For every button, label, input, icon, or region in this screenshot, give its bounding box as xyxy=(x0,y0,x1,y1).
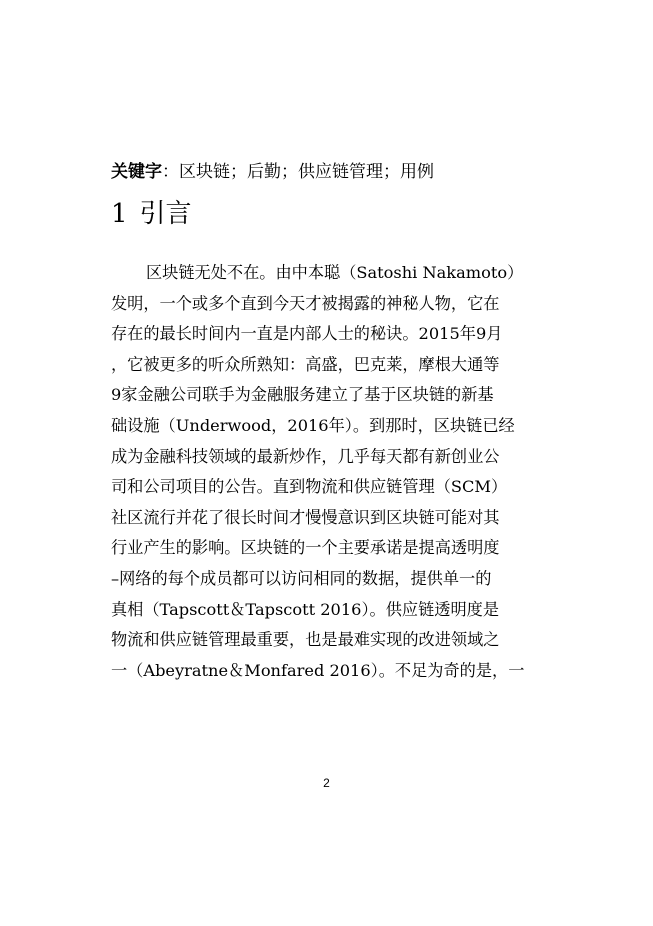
paragraph-line: 司和公司项目的公告。直到物流和供应链管理（SCM） xyxy=(111,477,508,497)
paragraph-line: 物流和供应链管理最重要，也是最难实现的改进领域之 xyxy=(111,630,500,650)
paragraph-line: 真相（Tapscott＆Tapscott 2016）。供应链透明度是 xyxy=(111,599,500,619)
paragraph-line: 成为金融科技领域的最新炒作，几乎每天都有新创业公 xyxy=(111,446,500,466)
paragraph-line: 区块链无处不在。由中本聪（Satoshi Nakamoto） xyxy=(146,263,524,282)
paragraph-line: 础设施（Underwood，2016年）。到那时，区块链已经 xyxy=(111,415,515,435)
paragraph-line: –网络的每个成员都可以访问相同的数据，提供单一的 xyxy=(111,568,492,588)
paragraph-line: ，它被更多的听众所熟知：高盛，巴克莱，摩根大通等 xyxy=(111,354,500,374)
paragraph-line: 行业产生的影响。区块链的一个主要承诺是提高透明度 xyxy=(111,538,500,558)
keywords-line xyxy=(111,160,434,184)
paragraph-line: 9家金融公司联手为金融服务建立了基于区块链的新基 xyxy=(111,385,494,405)
section-title: 引言 xyxy=(139,199,192,229)
section-heading xyxy=(111,196,192,232)
page-number: 2 xyxy=(323,776,330,790)
keywords-label: 关键字 xyxy=(111,162,162,182)
paragraph-line: 存在的最长时间内一直是内部人士的秘诀。2015年9月 xyxy=(111,324,503,344)
paragraph-line: 一（Abeyratne＆Monfared 2016）。不足为奇的是，一 xyxy=(111,660,525,680)
paragraph-line: 发明，一个或多个直到今天才被揭露的神秘人物，它在 xyxy=(111,293,500,313)
keywords-text: ：区块链；后勤；供应链管理；用例 xyxy=(162,162,434,182)
paragraph-line: 社区流行并花了很长时间才慢慢意识到区块链可能对其 xyxy=(111,507,500,527)
body-paragraph xyxy=(111,258,571,686)
section-number: 1 xyxy=(111,199,128,229)
